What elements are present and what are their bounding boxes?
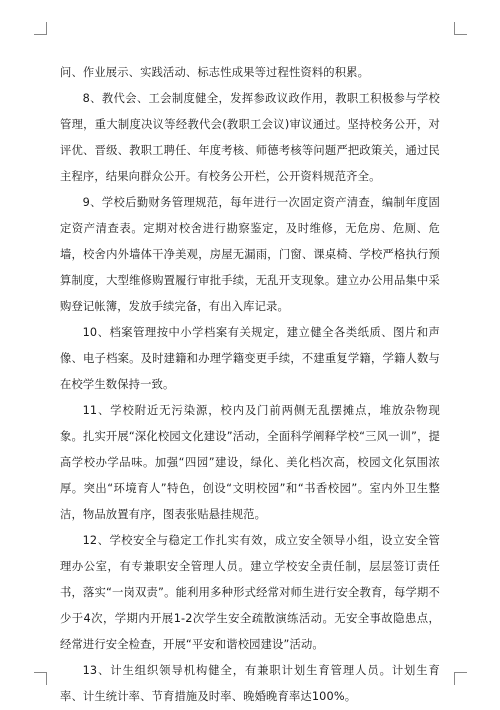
crop-mark-top-right [454, 22, 467, 35]
paragraph-item-10: 10、档案管理按中小学档案有关规定，建立健全各类纸质、图片和声像、电子档案。及时建籍和办理学籍变更手续，不建重复学籍，学籍人数与在校学生数保持一致。 [60, 326, 440, 391]
crop-mark-bottom-left [34, 672, 47, 685]
document-body [60, 60, 440, 710]
paragraph-item-11: 11、学校附近无污染源，校内及门前两侧无乱摆摊点，堆放杂物现象。扎实开展“深化校园文化建设”活动，全面科学阐释学校“三风一训”，提高学校办学品味。加强“四园”建设，绿化、美化档次高，校园文化氛围浓厚。突出“环境育人”特色，创设“文明校园”和“书香校园”。室内外卫生整洁，物品放置有序，图表张贴悬挂规范。 [60, 404, 440, 521]
paragraph-item-9: 9、学校后勤财务管理规范，每年进行一次固定资产清查，编制年度固定资产清查表。定期对校舍进行勘察鉴定，及时维修，无危房、危厕、危墙，校舍内外墙体干净美观，房屋无漏雨，门窗、课桌椅、学校严格执行预算制度，大型维修购置履行审批手续，无乱开支现象。建立办公用品集中采购登记帐簿，发放手续完备，有出入库记录。 [60, 196, 440, 313]
crop-mark-top-left [34, 22, 47, 35]
crop-mark-bottom-right [454, 672, 467, 685]
paragraph-continuation: 问、作业展示、实践活动、标志性成果等过程性资料的积累。 [60, 66, 370, 79]
paragraph-item-13: 13、计生组织领导机构健全，有兼职计划生育管理人员。计划生育率、计生统计率、节育措施及时率、晚婚晚育率达100%。 [60, 664, 440, 703]
paragraph-item-8: 8、教代会、工会制度健全，发挥参政议政作用，教职工积极参与学校管理，重大制度决议等经教代会(教职工会议)审议通过。坚持校务公开，对评优、晋级、教职工聘任、年度考核、师德考核等问题严把政策关，通过民主程序，结果向群众公开。有校务公开栏，公开资料规范齐全。 [60, 92, 440, 183]
paragraph-item-12: 12、学校安全与稳定工作扎实有效，成立安全领导小组，设立安全管理办公室，有专兼职安全管理人员。建立学校安全责任制，层层签订责任书，落实“一岗双责”。能利用多种形式经常对师生进行安全教育，每学期不少于4次，学期内开展1-2次学生安全疏散演练活动。无安全事故隐患点，经常进行安全检查，开展“平安和谐校园建设”活动。 [60, 534, 440, 651]
